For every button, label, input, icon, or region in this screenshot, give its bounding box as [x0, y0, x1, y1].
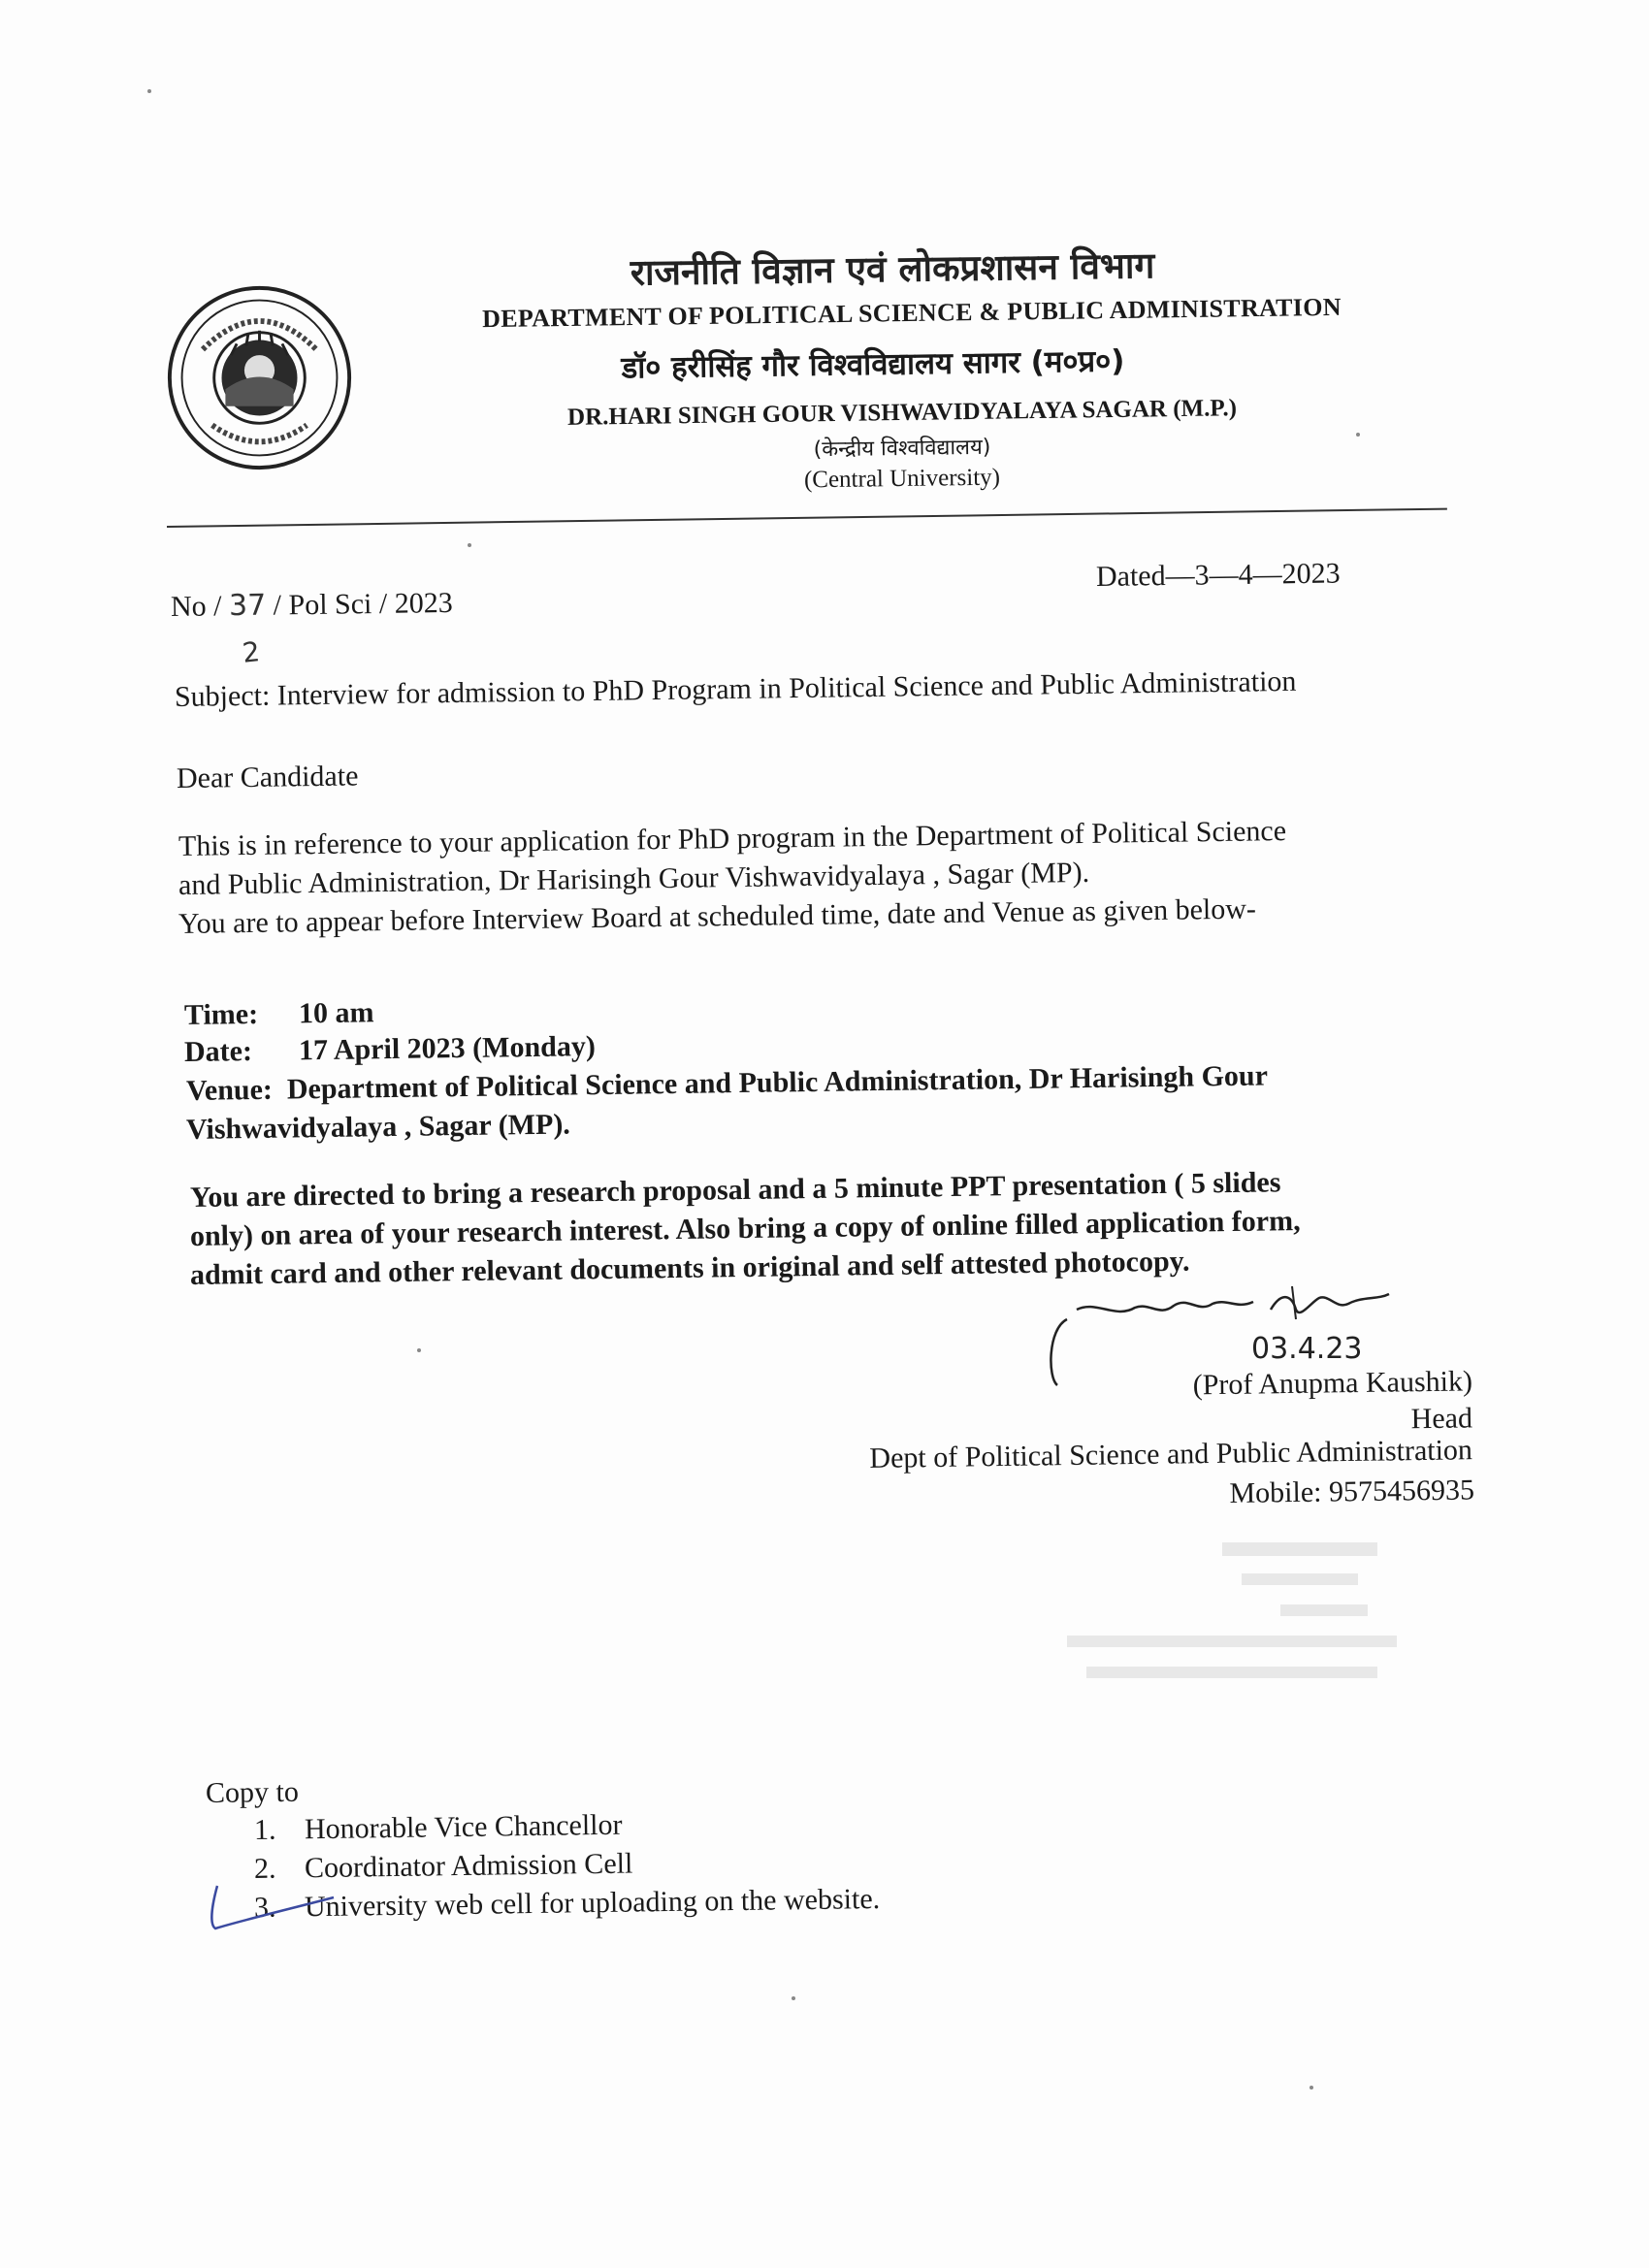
venue-value-line1: Department of Political Science and Public Administration, Dr Harisingh Gour — [286, 1059, 1269, 1106]
faded-stamp-icon — [1028, 1523, 1455, 1717]
letterhead-divider — [167, 508, 1447, 528]
copy-to-item — [254, 1809, 623, 1847]
copy-to-item-text: Coordinator Admission Cell — [304, 1847, 633, 1885]
handwritten-sub-number — [241, 635, 261, 669]
signer-title: Head — [1410, 1402, 1473, 1436]
venue-label: Venue: — [185, 1073, 274, 1107]
reference-number — [171, 586, 453, 624]
scan-speck — [147, 89, 151, 93]
pen-tick-mark-icon — [202, 1878, 338, 1936]
handwritten-reference-number: 37 — [228, 588, 267, 624]
scan-speck — [792, 1996, 795, 2000]
hindi-department-heading: राजनीति विज्ञान एवं लोकप्रशासन विभाग — [630, 244, 1155, 294]
signer-mobile: Mobile: 9575456935 — [1229, 1474, 1475, 1509]
handwritten-sub-number-text: 2 — [241, 635, 262, 669]
salutation: Dear Candidate — [176, 760, 359, 794]
reference-prefix: No / — [170, 590, 222, 623]
hindi-university-heading: डॉ० हरीसिंह गौर विश्वविद्यालय सागर (म०प्र०) — [621, 343, 1125, 386]
scan-speck — [417, 1348, 421, 1352]
copy-to-item-number: 2. — [253, 1852, 276, 1885]
copy-to-item-text: University web cell for uploading on the website. — [304, 1882, 881, 1924]
interview-venue — [186, 1059, 1268, 1108]
hindi-central-university: (केन्द्रीय विश्वविद्यालय) — [813, 435, 991, 463]
letter-date: Dated—3—4—2023 — [1095, 557, 1341, 593]
time-label: Time: — [183, 997, 259, 1031]
directions-line: admit card and other relevant documents in original and self attested photocopy. — [189, 1245, 1190, 1291]
directions-line: You are directed to bring a research proposal and a 5 minute PPT presentation ( 5 slides — [189, 1166, 1281, 1214]
paragraph-line: This is in reference to your application for PhD program in the Department of Political Science — [178, 815, 1287, 862]
subject-line: Subject: Interview for admission to PhD Program in Political Science and Public Administration — [174, 664, 1297, 713]
date-label: Date: — [183, 1035, 253, 1068]
interview-date — [184, 1030, 596, 1069]
english-central-university: (Central University) — [803, 464, 1001, 494]
time-value: 10 am — [298, 996, 374, 1030]
handwritten-signature-date: 03.4.23 — [1251, 1332, 1363, 1366]
paragraph-line: You are to appear before Interview Board at scheduled time, date and Venue as given below- — [178, 892, 1257, 940]
scan-speck — [1356, 433, 1360, 437]
scan-speck — [468, 543, 471, 547]
copy-to-item — [254, 1883, 881, 1925]
copy-to-item-text: Honorable Vice Chancellor — [304, 1808, 623, 1846]
signer-name: (Prof Anupma Kaushik) — [1192, 1365, 1473, 1402]
signer-department: Dept of Political Science and Public Administration — [869, 1434, 1473, 1474]
scan-speck — [1310, 2086, 1313, 2090]
interview-time — [184, 996, 374, 1032]
directions-line: only) on area of your research interest. Also bring a copy of online filled application form, — [189, 1205, 1301, 1252]
reference-suffix: / Pol Sci / 2023 — [273, 586, 453, 622]
paragraph-line: and Public Administration, Dr Harisingh Gour Vishwavidyalaya , Sagar (MP). — [178, 856, 1090, 901]
english-university-heading: DR.HARI SINGH GOUR VISHWAVIDYALAYA SAGAR (M.P.) — [566, 395, 1238, 431]
english-department-heading: DEPARTMENT OF POLITICAL SCIENCE & PUBLIC ADMINISTRATION — [481, 292, 1342, 334]
university-seal-icon — [165, 283, 354, 472]
copy-to-item-number: 1. — [253, 1813, 276, 1846]
copy-to-item-number: 3. — [253, 1891, 276, 1924]
copy-to-heading: Copy to — [205, 1775, 300, 1809]
venue-value-line2: Vishwavidyalaya , Sagar (MP). — [185, 1108, 571, 1146]
date-value: 17 April 2023 (Monday) — [298, 1030, 597, 1067]
